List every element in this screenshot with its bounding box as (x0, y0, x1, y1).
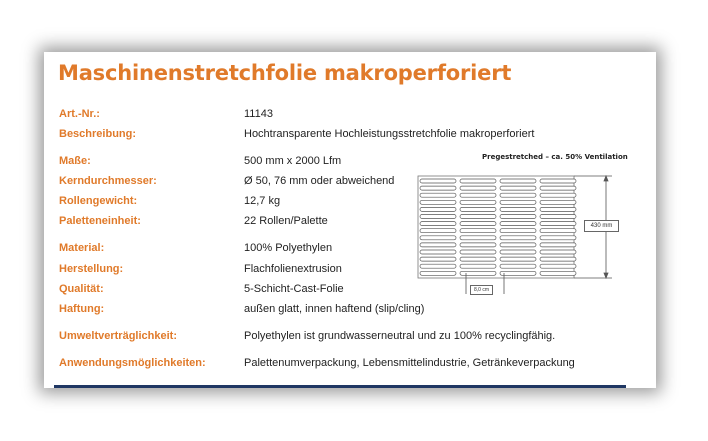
perforation-slot (500, 236, 536, 240)
value-herstellung: Flachfolienextrusion (244, 263, 342, 275)
perforation-slot (540, 179, 576, 183)
perforation-slot (420, 222, 456, 226)
perforation-slot (460, 243, 496, 247)
value-paletteneinheit: 22 Rollen/Palette (244, 215, 328, 227)
perforation-slot (500, 229, 536, 233)
label-qualitaet: Qualität: (59, 283, 104, 295)
perforation-slot (500, 222, 536, 226)
perforation-slot (460, 271, 496, 275)
perforation-slot (420, 207, 456, 211)
value-art-nr: 11143 (244, 108, 273, 120)
label-masse: Maße: (59, 155, 91, 167)
label-herstellung: Herstellung: (59, 263, 124, 275)
perforation-slot (500, 271, 536, 275)
perforation-slot (540, 186, 576, 190)
perforation-slot (540, 207, 576, 211)
perforation-slot (540, 222, 576, 226)
perforation-slot (500, 207, 536, 211)
perforation-slot (500, 200, 536, 204)
label-kerndurchmesser: Kerndurchmesser: (59, 175, 157, 187)
value-beschreibung: Hochtransparente Hochleistungsstretchfolie makroperforiert (244, 128, 535, 140)
label-art-nr: Art.-Nr.: (59, 108, 100, 120)
perforation-slot (500, 186, 536, 190)
perforation-slot (460, 257, 496, 261)
value-material: 100% Polyethylen (244, 242, 333, 254)
footer-bar (54, 385, 626, 388)
diagram-caption: Pregestretched – ca. 50% Ventilation (482, 153, 628, 161)
perforation-slot (420, 200, 456, 204)
perforation-slot (460, 200, 496, 204)
label-anwendungsmoeglichkeiten: Anwendungsmöglichkeiten: (59, 357, 206, 369)
perforation-slot (460, 264, 496, 268)
perforation-slot (540, 250, 576, 254)
perforation-slot (540, 215, 576, 219)
perforation-slot (460, 236, 496, 240)
perforation-slot (540, 200, 576, 204)
value-rollengewicht: 12,7 kg (244, 195, 281, 207)
perforation-slot (460, 229, 496, 233)
label-umweltvertraeglichkeit: Umweltverträglichkeit: (59, 330, 177, 342)
label-haftung: Haftung: (59, 303, 105, 315)
perforation-slot (420, 193, 456, 197)
perforation-slot (460, 215, 496, 219)
perforation-slot (420, 179, 456, 183)
perforation-slot (540, 193, 576, 197)
perforation-slot (420, 257, 456, 261)
perforation-slot (420, 243, 456, 247)
perforation-slot (540, 229, 576, 233)
perforation-slot (500, 179, 536, 183)
perforation-slot (500, 264, 536, 268)
value-qualitaet: 5-Schicht-Cast-Folie (244, 283, 344, 295)
value-kerndurchmesser: Ø 50, 76 mm oder abweichend (244, 175, 395, 187)
perforation-slot (540, 243, 576, 247)
perforation-slot (540, 264, 576, 268)
perforation-slot (460, 179, 496, 183)
film-panel (418, 176, 574, 278)
perforation-slot (420, 215, 456, 219)
height-label: 430 mm (584, 220, 619, 232)
page-title: Maschinenstretchfolie makroperforiert (58, 61, 512, 85)
value-umweltvertraeglichkeit: Polyethylen ist grundwasserneutral und zu 100% recyclingfähig. (244, 330, 556, 342)
value-anwendungsmoeglichkeiten: Palettenumverpackung, Lebensmittelindustrie, Getränkeverpackung (244, 357, 575, 369)
perforation-slot (540, 236, 576, 240)
label-beschreibung: Beschreibung: (59, 128, 137, 140)
perforation-slot (420, 271, 456, 275)
perforation-slot (460, 207, 496, 211)
slot-label: 8,0 cm (470, 285, 493, 295)
perforation-slot (540, 271, 576, 275)
label-material: Material: (59, 242, 105, 254)
perforation-slot (500, 215, 536, 219)
label-rollengewicht: Rollengewicht: (59, 195, 138, 207)
perforation-slot (460, 193, 496, 197)
value-masse: 500 mm x 2000 Lfm (244, 155, 342, 167)
perforation-slot (540, 257, 576, 261)
perforation-slot (460, 250, 496, 254)
perforation-slot (460, 186, 496, 190)
value-haftung: außen glatt, innen haftend (slip/cling) (244, 303, 425, 315)
perforation-slot (420, 229, 456, 233)
perforation-slot (420, 186, 456, 190)
perforation-slot (500, 243, 536, 247)
perforation-slot (500, 257, 536, 261)
perforation-slot (500, 193, 536, 197)
perforation-slot (500, 250, 536, 254)
perforation-slot (420, 264, 456, 268)
perforation-slot (420, 236, 456, 240)
label-paletteneinheit: Paletteneinheit: (59, 215, 141, 227)
perforation-slot (460, 222, 496, 226)
datasheet (44, 52, 656, 388)
perforation-slot (420, 250, 456, 254)
